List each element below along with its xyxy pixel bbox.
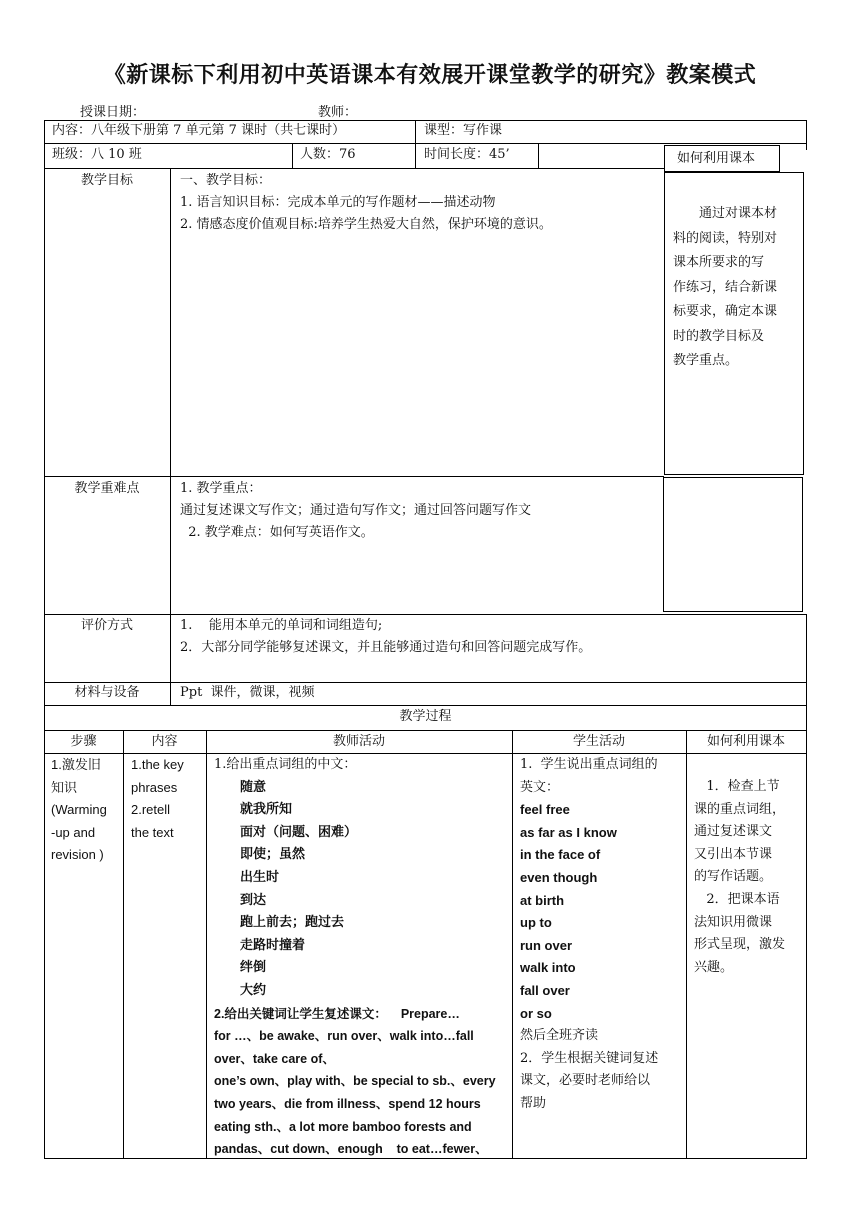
materials-label: 材料与设备 — [74, 685, 140, 700]
process-content: 1.the key phrases 2.retell the text — [131, 757, 184, 840]
process-header-step: 步骤 — [70, 734, 97, 749]
process-header-textbook: 如何利用课本 — [706, 734, 785, 749]
side-note-text: 通过对课本材 料的阅读，特别对 课本所要求的写 作练习，结合新课 标要求，确定本课 时的教学目标及 教学重点。 — [673, 206, 778, 368]
info-count: 人数：76 — [300, 147, 356, 162]
key-points-text: 1. 教学重点： 通过复述课文写作文；通过造句写作文；通过回答问题写作文 2. 教学难点：如何写英语作文。 — [180, 481, 532, 540]
process-header-content: 内容 — [151, 734, 178, 749]
materials-value: Ppt 课件，微课，视频 — [180, 685, 315, 700]
process-textbook-use: 1．检查上节 课的重点词组， 通过复述课文 又引出本节课 的写作话题。 2．把课本语 法知识用微课 形式呈现，激发 兴趣。 — [694, 779, 786, 975]
info-class: 班级：八 10 班 — [52, 147, 142, 162]
info-duration: 时间长度：45’ — [424, 147, 510, 162]
info-lesson-type: 课型：写作课 — [424, 123, 503, 138]
date-label: 授课日期： — [80, 105, 146, 120]
info-content: 内容：八年级下册第 7 单元第 7 课时（共七课时） — [52, 123, 346, 138]
page-title: 《新课标下利用初中英语课本有效展开课堂教学的研究》教案模式 — [103, 62, 757, 88]
process-header-teacher: 教师活动 — [332, 734, 385, 749]
process-step: 1.激发旧 知识 (Warming -up and revision ) — [51, 757, 107, 863]
process-student: 1. 学生说出重点词组的 英文： feel free as far as I know in the face of even though at birth up to run over walk into fall over or so 然后全班齐读 2．学生根据关键词复述 课文，必要时老师给以 帮助 — [520, 757, 659, 1111]
process-teacher: 1.给出重点词组的中文： 随意 就我所知 面对（问题、困难） 即使；虽然 出生时 到达 跑上前去；跑过去 走路时撞着 绊倒 大约 2.给出关键词让学生复述课文： Prepare… for …、be awake、run over、walk into…fall over、take care of、 one’s own、play with、be special to sb.、every two years、die from illness、spend 12 hours eating sth.、a lot more bamboo forests and pandas、cut down、enough to eat…fewer、 — [214, 757, 496, 1157]
process-title: 教学过程 — [399, 709, 452, 724]
key-points-label: 教学重难点 — [74, 481, 140, 496]
evaluation-label: 评价方式 — [80, 618, 133, 633]
side-note-empty-box — [663, 477, 803, 612]
teacher-label: 教师： — [318, 105, 358, 120]
evaluation-text: 1. 能用本单元的单词和词组造句; 2．大部分同学能够复述课文，并且能够通过造句和回答问题完成写作。 — [180, 618, 592, 655]
process-header-student: 学生活动 — [572, 734, 625, 749]
goals-label: 教学目标 — [80, 173, 133, 188]
side-note-label: 如何利用课本 — [677, 151, 756, 166]
goals-text: 一、教学目标： 1. 语言知识目标：完成本单元的写作题材——描述动物 2. 情感态度价值观目标:培养学生热爱大自然，保护环境的意识。 — [180, 173, 552, 232]
